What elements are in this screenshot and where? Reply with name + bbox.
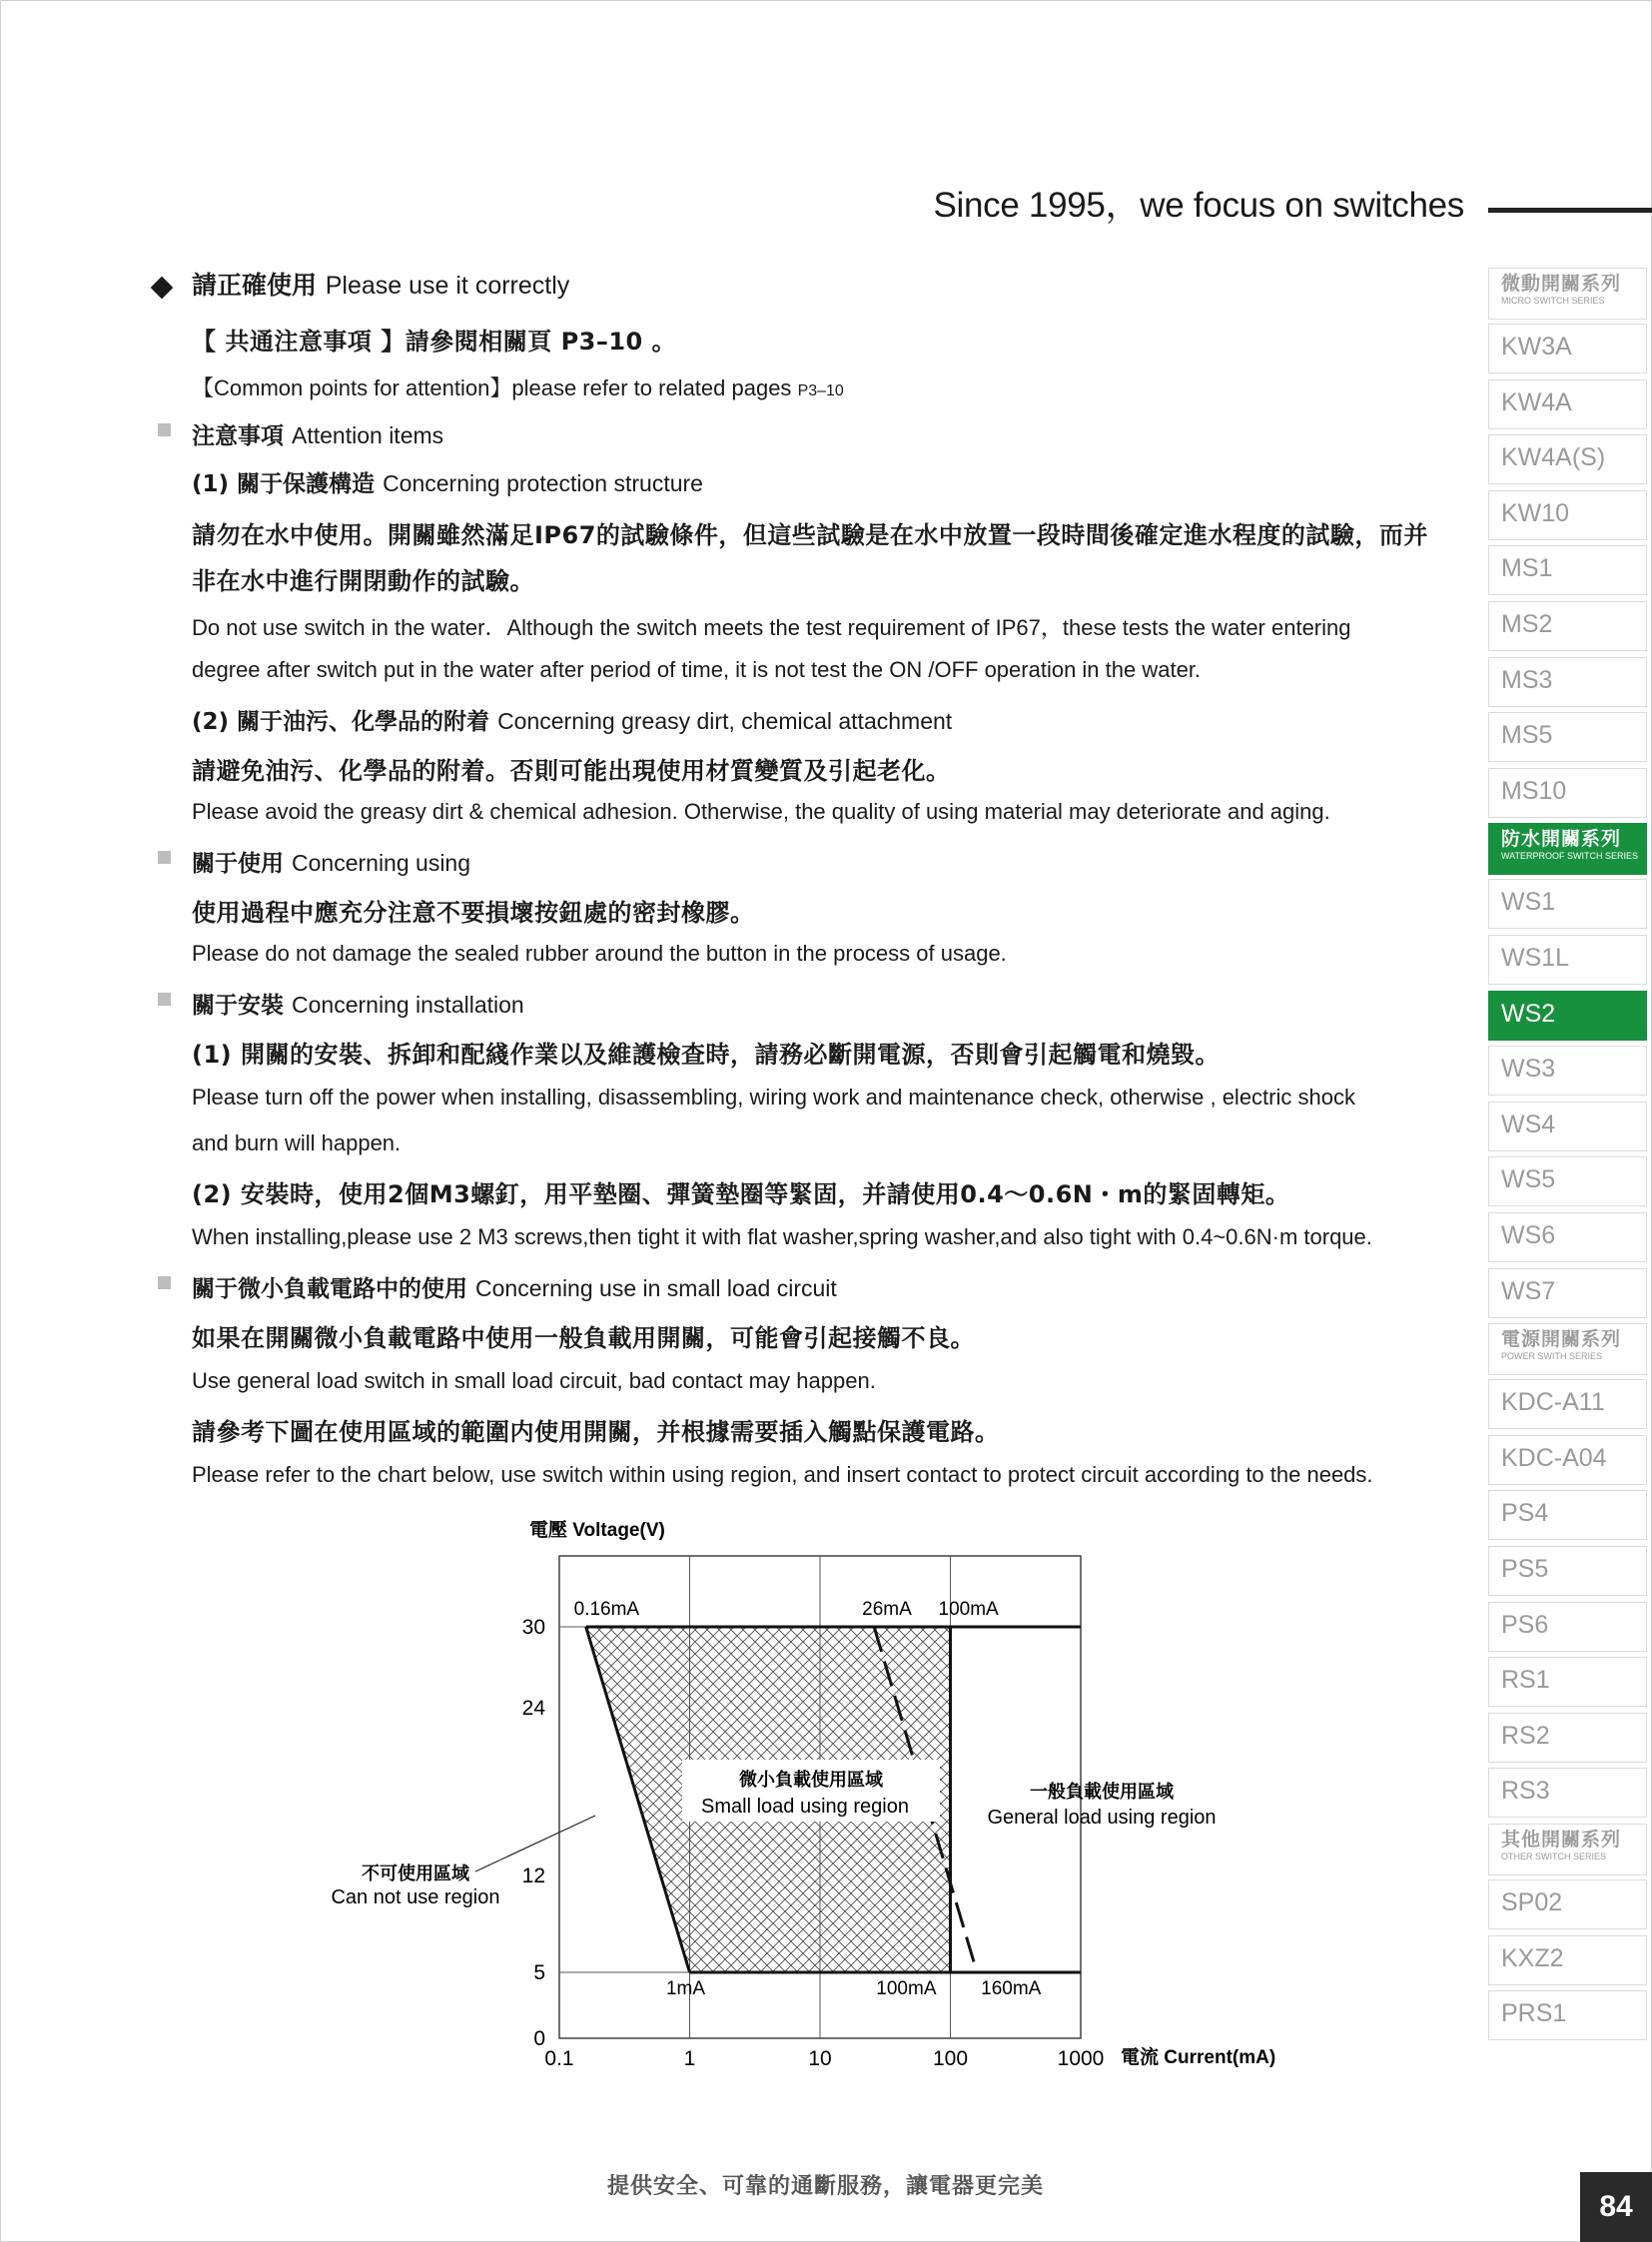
boundary-point-label: 0.16mA [573,1599,640,1620]
sidebar-item-sp02[interactable]: SP02 [1488,1879,1647,1929]
sidebar-category [1488,1323,1647,1375]
boundary-point-label: 1mA [665,1978,706,1999]
y-tick-label: 24 [521,1697,545,1720]
install1-en-b: and burn will happen. [192,1130,402,1155]
x-tick-label: 100 [932,2047,969,2070]
sidebar-item-ps6[interactable]: PS6 [1488,1602,1647,1652]
sidebar-item-ps4[interactable]: PS4 [1488,1490,1647,1540]
sidebar-item-ws7[interactable]: WS7 [1488,1268,1647,1318]
x-axis-title: 電流 Current(mA) [1121,2047,1276,2068]
sidebar-item-prs1[interactable]: PRS1 [1488,1990,1647,2040]
install1-en-a: Please turn off the power when installing, disassembling, wiring work and maintenance check, otherwise , electric shock [192,1085,1355,1110]
sidebar-item-kw4a[interactable]: KW4A [1488,379,1647,429]
sidebar-item-ms3[interactable]: MS3 [1488,657,1647,707]
using-heading-en: Concerning using [292,850,471,876]
general-region-label-zh: 一般負載使用區域 [1030,1782,1174,1802]
sidebar-category-zh: 微動開關系列 [1501,273,1622,295]
sidebar-item-ws1[interactable]: WS1 [1488,879,1647,929]
sidebar-item-ws2[interactable]: WS2 [1488,991,1647,1041]
item2-body-en: Please avoid the greasy dirt & chemical adhesion. Otherwise, the quality of using material may deteriorate and aging. [192,799,1330,824]
y-axis-title: 電壓 Voltage(V) [529,1520,665,1541]
general-region-label-en: General load using region [987,1807,1217,1829]
item1-body-en-a: Do not use switch in the water．Although the switch meets the test requirement of IP67，these tests the water entering [192,615,1351,640]
sidebar-item-ms1[interactable]: MS1 [1488,545,1647,595]
sidebar-category-zh: 電源開關系列 [1501,1328,1622,1351]
small-load-body1-en: Use general load switch in small load circuit, bad contact may happen. [192,1368,876,1393]
y-tick-label: 5 [533,1961,545,1984]
section-title-zh: 請正確使用 [192,271,318,300]
small-load-body2-en: Please refer to the chart below, use switch within using region, and insert contact to protect circuit according to the needs. [192,1462,1373,1487]
common-points-en-ref: P3–10 [797,382,844,399]
using-body-zh: 使用過程中應充分注意不要損壞按鈕處的密封橡膠。 [192,899,755,927]
sidebar-item-ms2[interactable]: MS2 [1488,601,1647,651]
boundary-point-label: 26mA [862,1599,912,1620]
section-title-en: Please use it correctly [325,272,570,300]
sidebar-item-ws6[interactable]: WS6 [1488,1212,1647,1262]
cannot-region-label-en: Can not use region [331,1886,500,1908]
attention-heading-en: Attention items [292,422,444,448]
small-load-body1-zh: 如果在開關微小負載電路中使用一般負載用開關，可能會引起接觸不良。 [192,1324,975,1352]
install-heading-en: Concerning installation [292,992,524,1018]
boundary-point-label: 100mA [876,1978,937,1999]
boundary-point-label: 160mA [981,1978,1042,1999]
x-tick-label: 10 [808,2047,832,2070]
sidebar-item-kdc-a04[interactable]: KDC-A04 [1488,1435,1647,1485]
sidebar-category [1488,1824,1647,1875]
y-tick-label: 0 [533,2027,545,2050]
small-region-label-en: Small load using region [701,1796,909,1818]
x-tick-label: 1000 [1057,2047,1105,2070]
item1-body-zh-b: 非在水中進行開閉動作的試驗。 [192,567,534,595]
x-tick-label: 0.1 [544,2047,574,2070]
sidebar-category-en: OTHER SWITCH SERIES [1501,1852,1607,1862]
sidebar-category-zh: 其他開關系列 [1501,1829,1622,1851]
attention-heading-zh: 注意事項 [192,423,284,449]
y-tick-label: 30 [521,1616,545,1639]
sidebar-item-rs1[interactable]: RS1 [1488,1657,1647,1707]
sidebar-item-ms10[interactable]: MS10 [1488,768,1647,818]
sidebar-item-rs3[interactable]: RS3 [1488,1768,1647,1818]
cannot-region-label-zh: 不可使用區域 [362,1864,469,1883]
item2-heading-zh: (2) 關于油污、化學品的附着 [192,709,490,735]
small-load-heading-zh: 關于微小負載電路中的使用 [192,1276,467,1302]
sidebar-item-kxz2[interactable]: KXZ2 [1488,1935,1647,1985]
sidebar-item-kw10[interactable]: KW10 [1488,490,1647,540]
sidebar-category [1488,823,1647,875]
sidebar-item-ws4[interactable]: WS4 [1488,1102,1647,1151]
using-body-en: Please do not damage the sealed rubber around the button in the process of usage. [192,941,1007,966]
footer-tagline: 提供安全、可靠的通斷服務，讓電器更完美 [607,2174,1045,2199]
install1-zh: (1) 開關的安裝、拆卸和配綫作業以及維護檢查時，請務必斷開電源，否則會引起觸電和燒毀。 [192,1041,1220,1069]
header-slogan: Since 1995，we focus on switches [933,186,1464,225]
common-points-en-main: 【Common points for attention】please refer to related pages [192,375,792,400]
item2-body-zh: 請避免油污、化學品的附着。否則可能出現使用材質變質及引起老化。 [192,757,951,785]
sidebar-category-zh: 防水開關系列 [1501,828,1622,851]
sidebar-item-rs2[interactable]: RS2 [1488,1713,1647,1763]
small-load-heading-en: Concerning use in small load circuit [475,1275,837,1301]
small-load-body2-zh: 請參考下圖在使用區域的範圍内使用開關，并根據需要插入觸點保護電路。 [192,1418,1000,1446]
small-region-label-zh: 微小負載使用區域 [739,1770,883,1790]
sidebar-category-en: POWER SWITH SERIES [1501,1351,1603,1362]
sidebar-item-ws1l[interactable]: WS1L [1488,935,1647,985]
sidebar-item-ms5[interactable]: MS5 [1488,712,1647,762]
item1-body-en-b: degree after switch put in the water after period of time, it is not test the ON /OFF operation in the water. [192,657,1202,682]
sidebar-item-kw4a-s[interactable]: KW4A(S) [1488,434,1647,484]
y-tick-label: 12 [521,1865,545,1887]
sidebar-item-kw3a[interactable]: KW3A [1488,324,1647,374]
sidebar-category-en: WATERPROOF SWITCH SERIES [1501,851,1639,862]
boundary-point-label: 100mA [938,1599,999,1620]
item1-heading-zh: (1) 關于保護構造 [192,471,376,497]
sidebar-item-ws3[interactable]: WS3 [1488,1046,1647,1096]
sidebar-category-en: MICRO SWITCH SERIES [1501,296,1605,306]
page-number: 84 [1580,2172,1652,2242]
sidebar-item-ps5[interactable]: PS5 [1488,1546,1647,1596]
item1-body-zh-a: 請勿在水中使用。開關雖然滿足IP67的試驗條件，但這些試驗是在水中放置一段時間後確定進水程度的試驗，而并 [192,521,1428,549]
using-heading-zh: 關于使用 [192,851,284,877]
sidebar-category [1488,268,1647,320]
cannot-region-leader [475,1816,595,1871]
install2-en: When installing,please use 2 M3 screws,then tight it with flat washer,spring washer,and also tight with 0.4~0.6N·m torque. [192,1224,1372,1249]
sidebar-item-kdc-a11[interactable]: KDC-A11 [1488,1379,1647,1429]
install2-zh: (2) 安裝時，使用2個M3螺釘，用平墊圈、彈簧墊圈等緊固，并請使用0.4～0.6N・m的緊固轉矩。 [192,1180,1290,1208]
item2-heading-en: Concerning greasy dirt, chemical attachment [497,708,953,734]
install-heading-zh: 關于安裝 [192,993,284,1019]
item1-heading-en: Concerning protection structure [383,470,703,496]
x-tick-label: 1 [683,2047,696,2070]
common-points-zh: 【 共通注意事項 】請參閱相關頁 P3–10 。 [192,328,677,356]
sidebar-item-ws5[interactable]: WS5 [1488,1156,1647,1206]
